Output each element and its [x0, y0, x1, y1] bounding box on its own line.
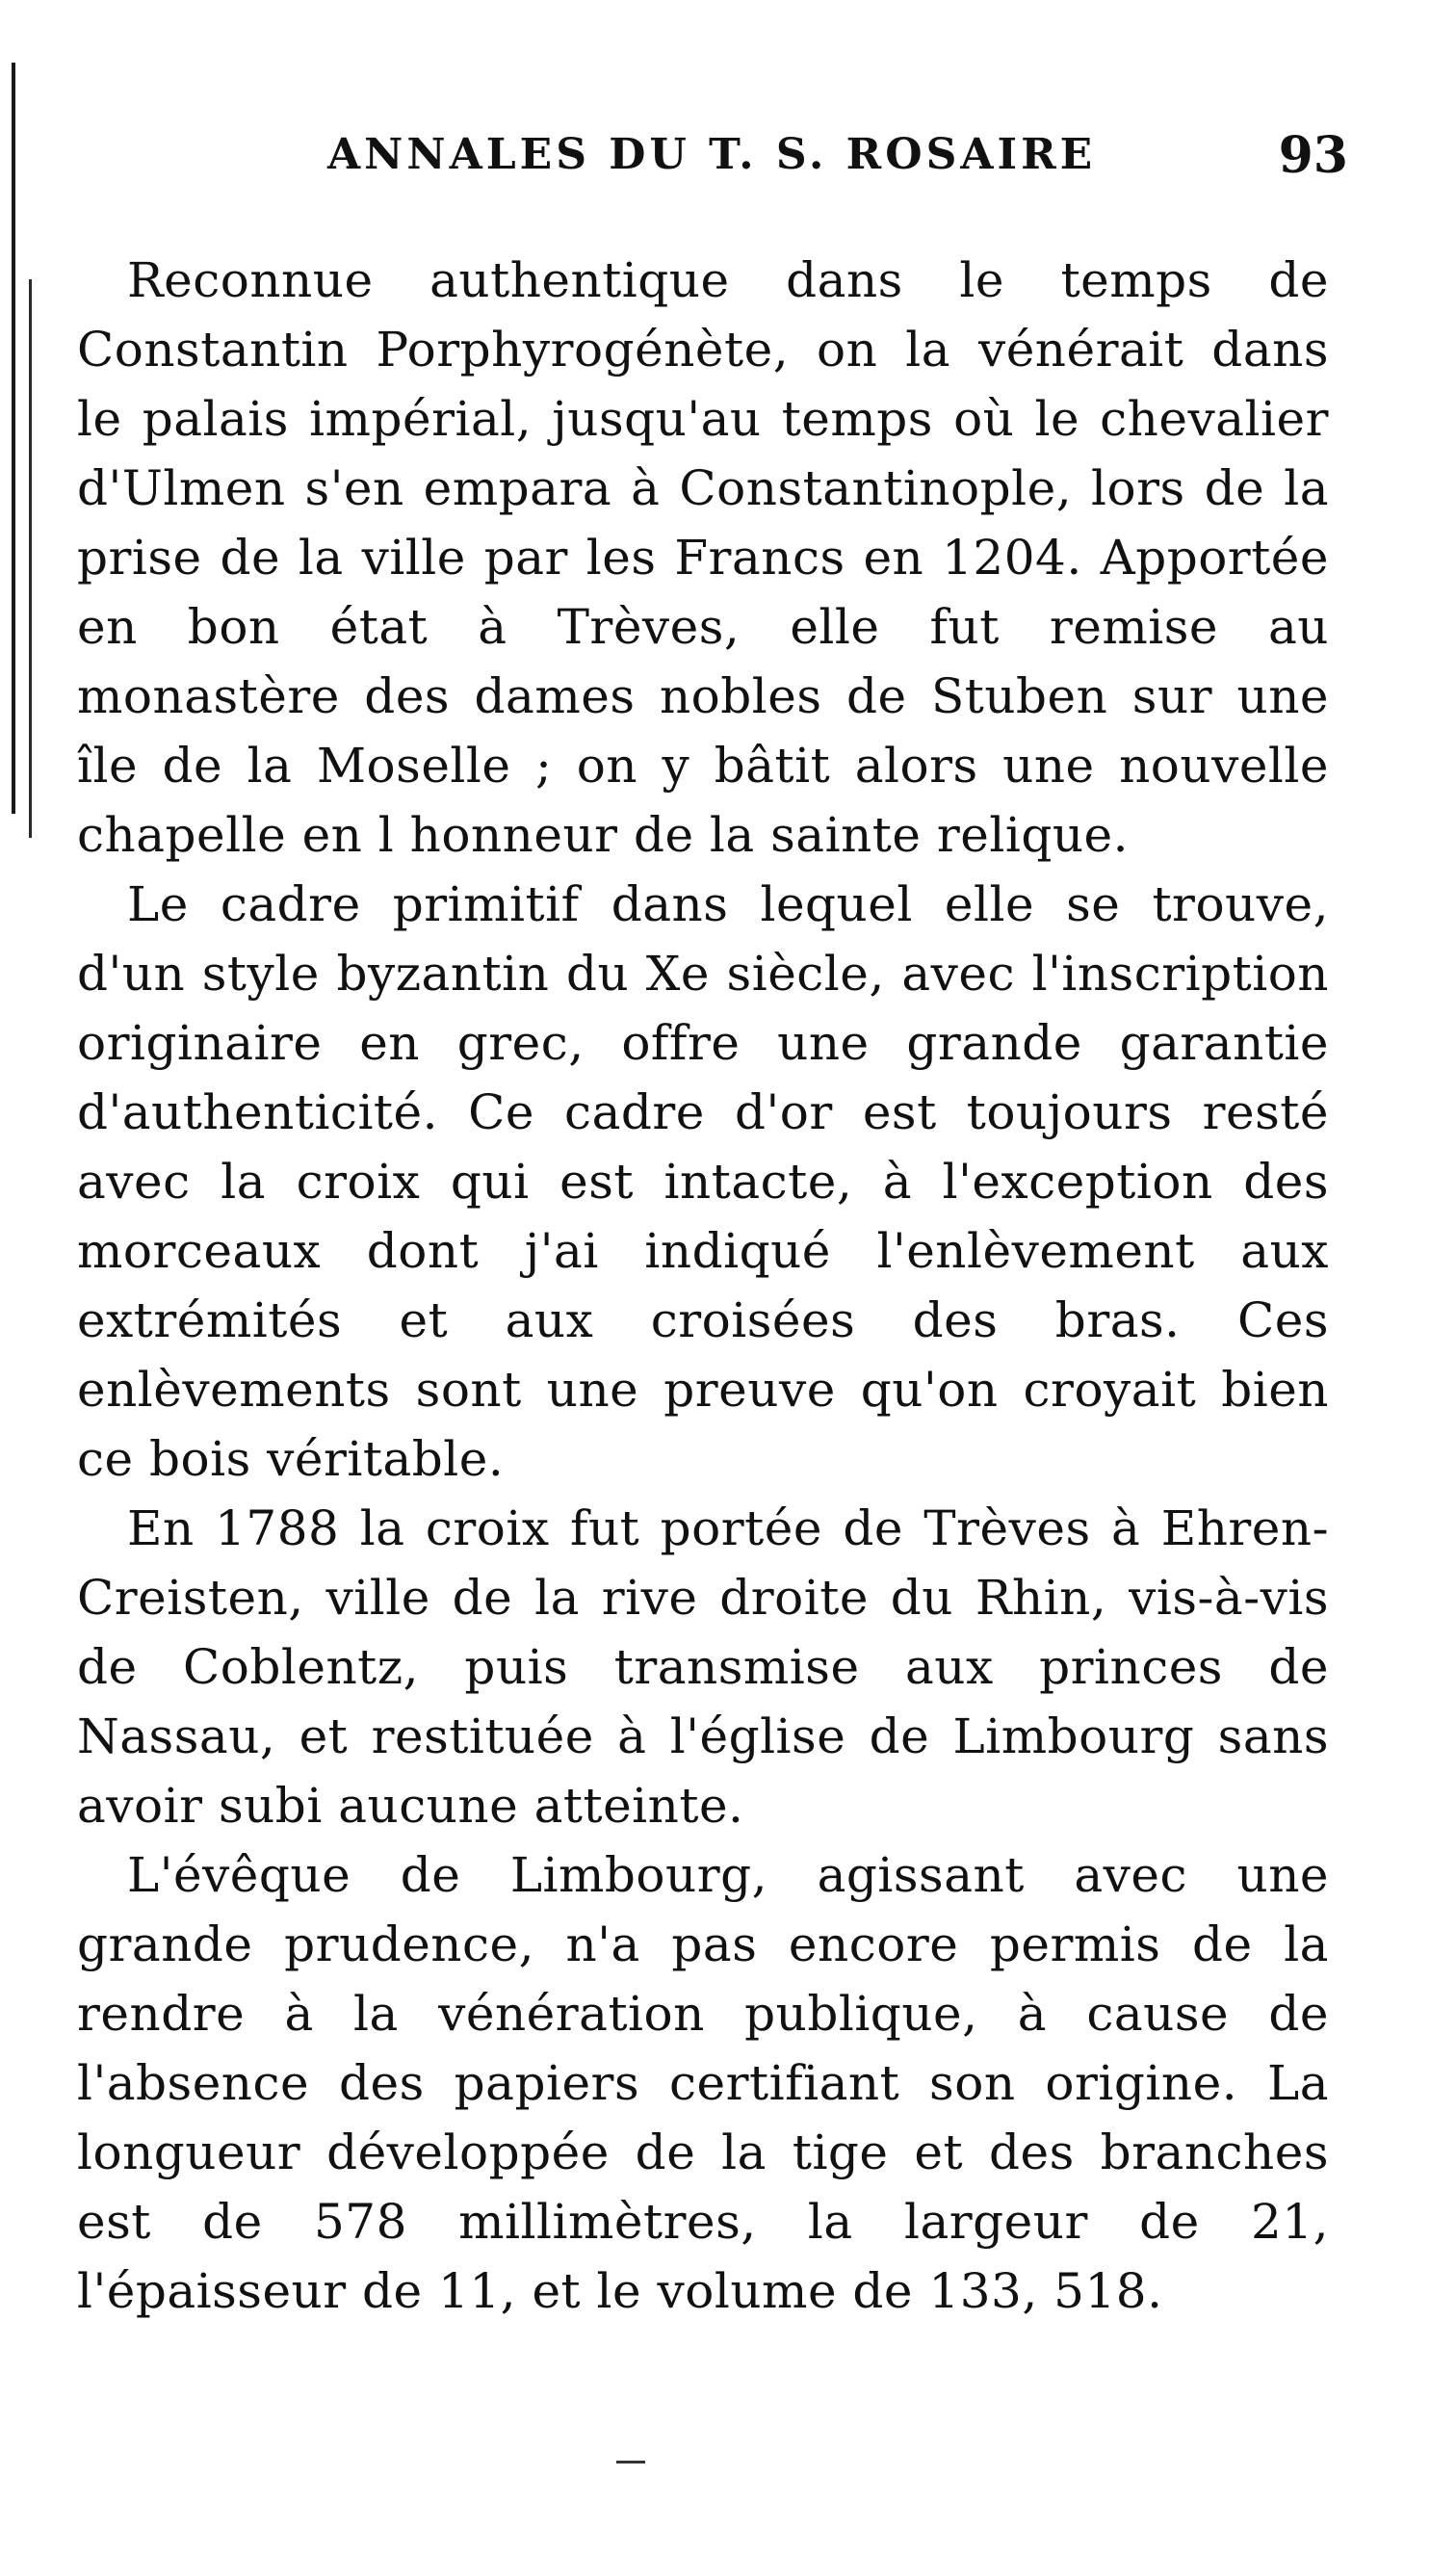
margin-rule — [12, 63, 15, 814]
body-text — [77, 246, 1329, 2326]
paragraph-3: En 1788 la croix fut portée de Trèves à Ehren-Creisten, ville de la rive droite du Rhin, vis-à-vis de Coblentz, puis transmise aux princes de Nassau, et restituée à l'église de Limbourg sans avoir subi aucune atteinte. — [77, 1500, 1329, 1834]
paragraph-4: L'évêque de Limbourg, agissant avec une grande prudence, n'a pas encore permis de la rendre à la vénération publique, à cause de l'absence des papiers certifiant son origine. La longueur développée de la tige et des branches est de 578 millimètres, la largeur de 21, l'épaisseur de 11, et le volume de 133, 518. — [77, 1847, 1329, 2319]
paragraph-2: Le cadre primitif dans lequel elle se trouve, d'un style byzantin du Xe siècle, avec l'inscription originaire en grec, offre une grande garantie d'authenticité. Ce cadre d'or est toujours resté avec la croix qui est intacte, à l'exception des morceaux dont j'ai indiqué l'enlèvement aux extrémités et aux croisées des bras. Ces enlèvements sont une preuve qu'on croyait bien ce bois véritable. — [77, 876, 1329, 1487]
footer-mark — [616, 2461, 645, 2464]
page-number: 93 — [1278, 126, 1348, 185]
page-header — [327, 126, 1348, 188]
margin-rule-secondary — [29, 279, 32, 838]
paragraph-1: Reconnue authentique dans le temps de Constantin Porphyrogénète, on la vénérait dans le palais impérial, jusqu'au temps où le chevalier d'Ulmen s'en empara à Constantinople, lors de la prise de la ville par les Francs en 1204. Apportée en bon état à Trèves, elle fut remise au monastère des dames nobles de Stuben sur une île de la Moselle ; on y bâtit alors une nouvelle chapelle en l honneur de la sainte relique. — [77, 252, 1329, 863]
running-title: ANNALES DU T. S. ROSAIRE — [327, 130, 1097, 179]
